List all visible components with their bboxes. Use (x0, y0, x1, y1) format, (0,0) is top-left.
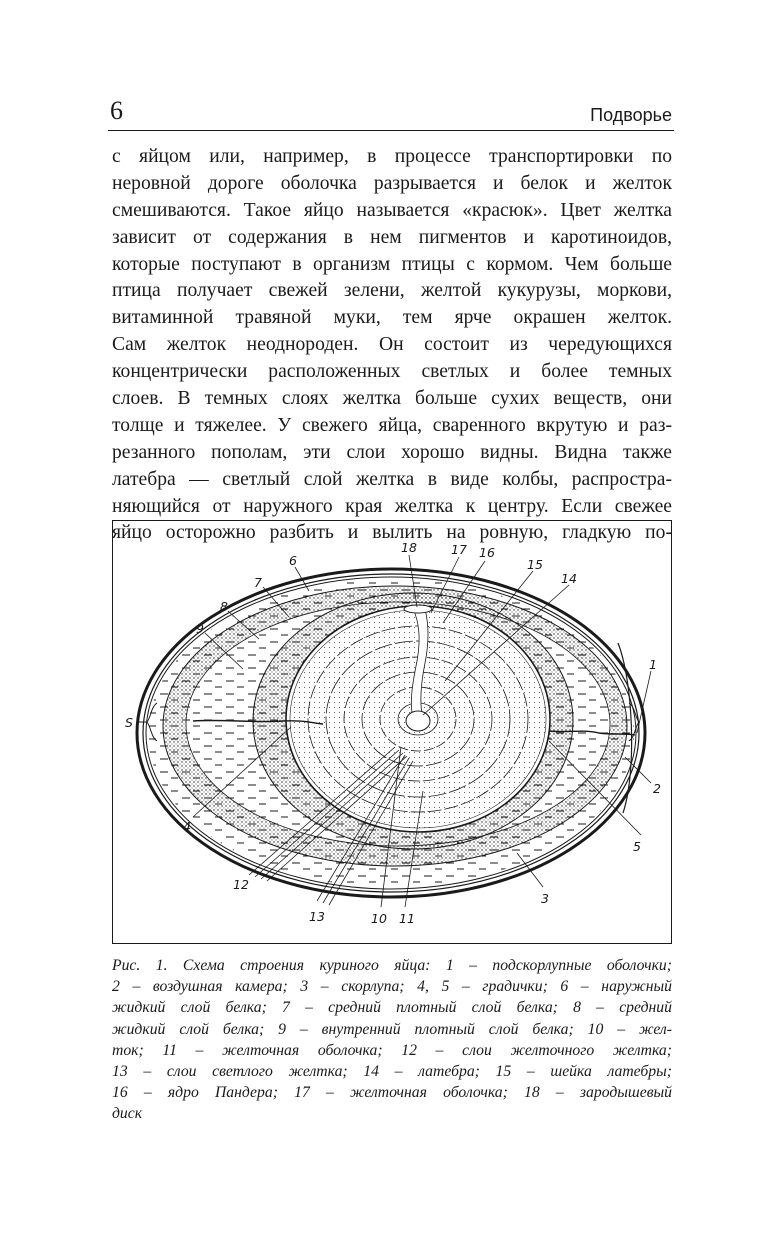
body-line: которые поступают в организм птицы с кормом. Чем больше (112, 253, 672, 275)
body-line: Сам желток неоднороден. Он состоит из чередующихся (112, 334, 672, 356)
label-s: S (125, 715, 133, 730)
body-line: птица получает свежей зелени, желтой кукурузы, моркови, (112, 280, 672, 302)
caption-line: Рис. 1. Схема строения куриного яйца: 1 – подскорлупные оболочки; (112, 957, 672, 974)
label-13: 13 (309, 909, 325, 924)
caption-line: ток; 11 – желточная оболочка; 12 – слои желточного желтка; (112, 1041, 672, 1059)
label-16: 16 (479, 545, 495, 560)
label-18: 18 (401, 540, 417, 555)
label-9: 9 (196, 621, 204, 636)
body-line: слоев. В темных слоях желтка больше сухих веществ, они (112, 388, 672, 410)
label-4: 4 (183, 819, 191, 834)
body-paragraph (112, 144, 672, 547)
caption-line: 16 – ядро Пандера; 17 – желточная оболочка; 18 – зародышевый (112, 1084, 672, 1102)
caption-line: жидкий слой белка; 9 – внутренний плотный слой белка; 10 – жел- (112, 1020, 672, 1038)
label-10: 10 (371, 911, 387, 926)
body-line: витаминной травяной муки, тем ярче окрашен желток. (112, 307, 672, 329)
body-line: зависит от содержания в нем пигментов и каротиноидов, (112, 226, 672, 248)
caption-line: диск (112, 1105, 143, 1123)
body-line: толще и тяжелее. У свежего яйца, сваренного вкрутую и раз- (112, 414, 672, 436)
label-7: 7 (254, 575, 262, 590)
caption-line: жидкий слой белка; 7 – средний плотный слой белка; 8 – средний (112, 999, 672, 1017)
body-line: няющийся от наружного края желтка к центру. Если свежее (112, 495, 672, 517)
body-line: яйцо осторожно разбить и вылить на ровную, гладкую по- (112, 522, 672, 544)
header-rule (108, 130, 674, 131)
body-line: латебра — светлый слой желтка в виде колбы, распростра- (112, 468, 672, 490)
egg-structure-figure (112, 520, 672, 944)
body-line: концентрически расположенных светлых и более темных (112, 361, 672, 383)
body-line: с яйцом или, например, в процессе транспортировки по (112, 146, 672, 167)
body-line: неровной дороге оболочка разрывается и белок и желток (112, 172, 672, 194)
label-15: 15 (527, 557, 543, 572)
caption-line: 13 – слои светлого желтка; 14 – латебра; 15 – шейка латебры; (112, 1062, 672, 1080)
figure-caption (112, 955, 672, 1125)
page-number: 6 (110, 96, 123, 125)
label-3: 3 (541, 891, 549, 906)
label-1: 1 (649, 657, 657, 672)
label-11: 11 (399, 911, 415, 926)
label-12: 12 (233, 877, 249, 892)
label-2: 2 (653, 781, 661, 796)
label-8: 8 (220, 599, 228, 614)
egg-diagram (113, 521, 673, 945)
body-line: резанного пополам, эти слои хорошо видны. Видна также (112, 441, 672, 463)
germinal-disc (404, 605, 432, 613)
label-5: 5 (633, 839, 641, 854)
running-title: Подворье (590, 105, 672, 125)
label-14: 14 (561, 571, 577, 586)
label-17: 17 (451, 542, 467, 557)
body-line: смешиваются. Такое яйцо называется «красюк». Цвет желтка (112, 199, 672, 221)
label-6: 6 (289, 553, 297, 568)
caption-line: 2 – воздушная камера; 3 – скорлупа; 4, 5 – градички; 6 – наружный (112, 978, 672, 996)
pander-nucleus (406, 711, 430, 731)
